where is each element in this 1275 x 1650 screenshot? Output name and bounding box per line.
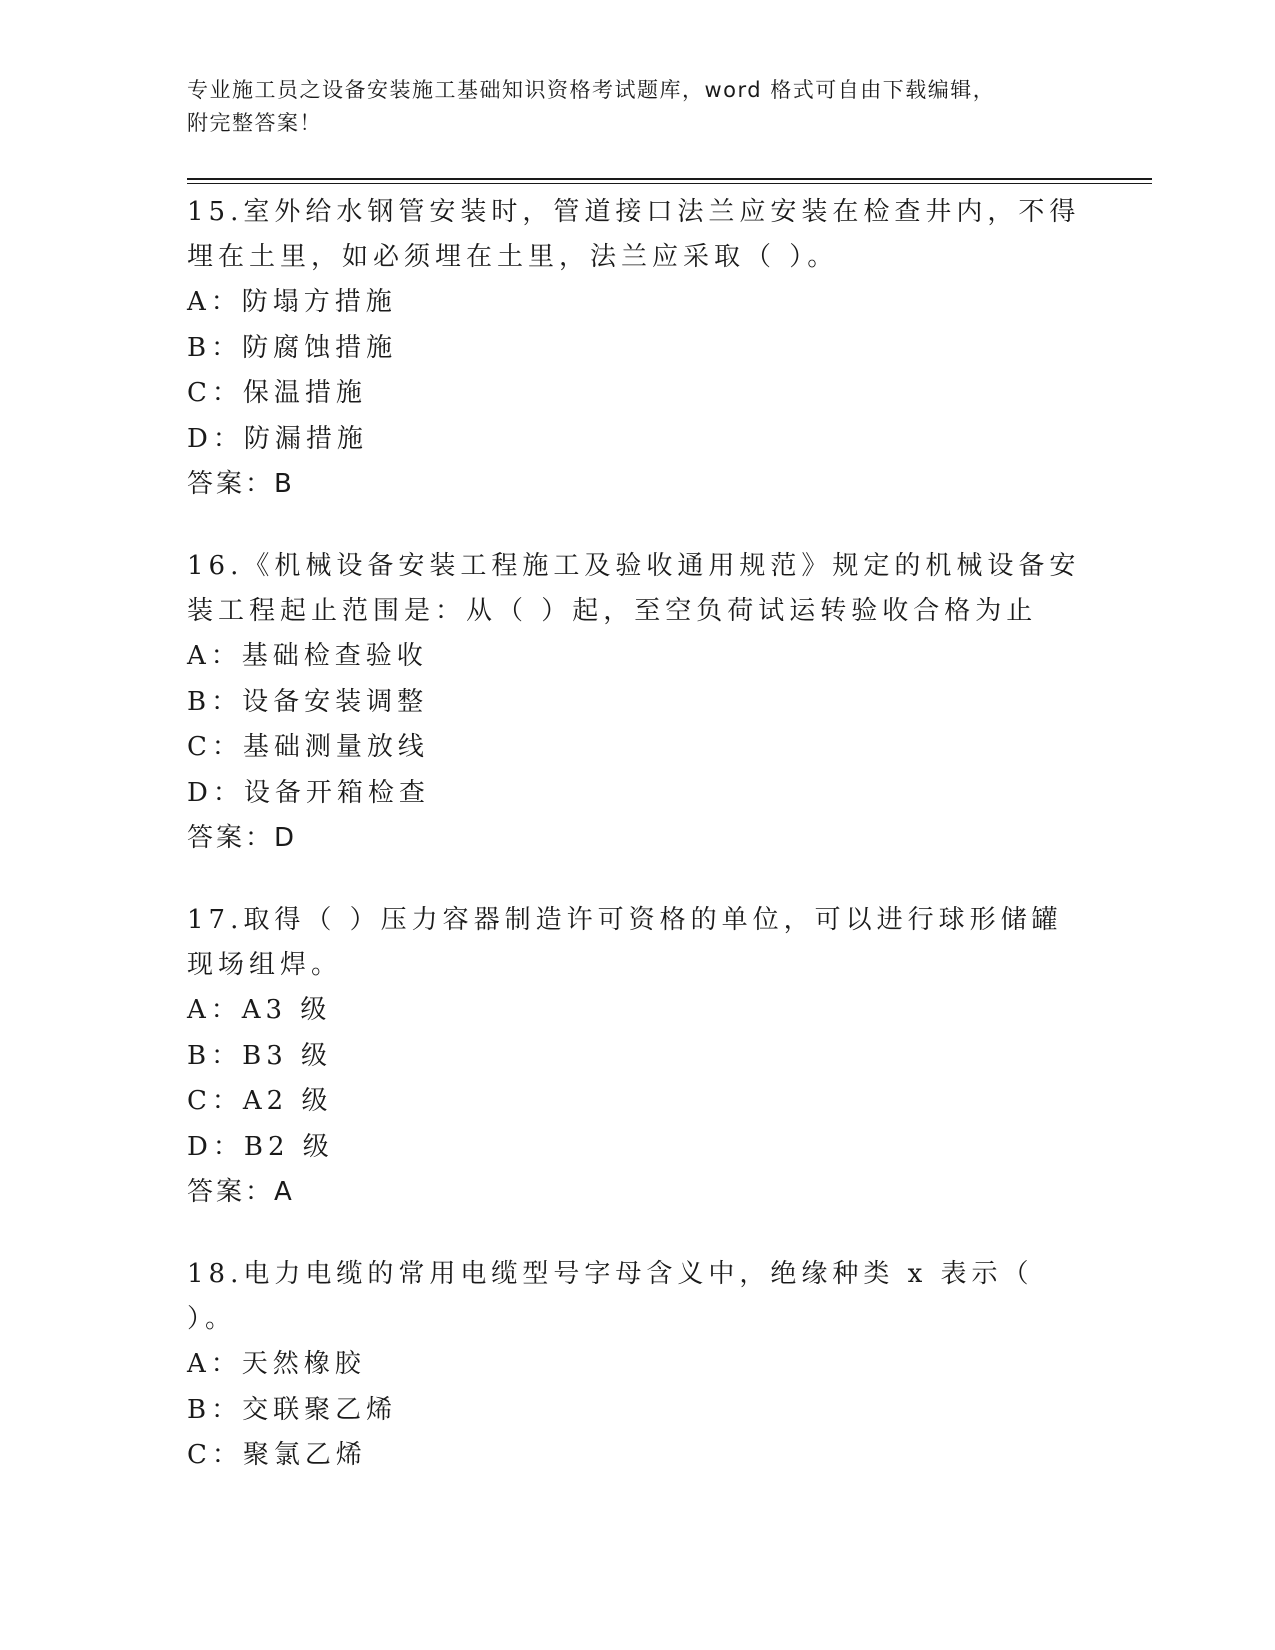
- answer-line: 答案：D: [187, 823, 298, 853]
- question-text: 18.电力电缆的常用电缆型号字母含义中，绝缘种类 x 表示（ ）。: [187, 1259, 1034, 1334]
- document-header: [187, 74, 1087, 140]
- question-list: [187, 190, 1087, 1516]
- option-a: A：A3 级: [187, 995, 332, 1025]
- option-c: C：聚氯乙烯: [187, 1440, 367, 1470]
- header-divider-thin: [187, 183, 1152, 184]
- option-c: C：A2 级: [187, 1086, 333, 1116]
- question-text: 17.取得（ ）压力容器制造许可资格的单位，可以进行球形储罐现场组焊。: [187, 905, 1063, 980]
- option-d: D：防漏措施: [187, 423, 368, 454]
- answer-line: 答案：A: [187, 1177, 295, 1207]
- question-17: [187, 898, 1087, 1215]
- option-b: B：交联聚乙烯: [187, 1394, 398, 1425]
- option-b: B：设备安装调整: [187, 686, 429, 717]
- option-d: D：设备开箱检查: [187, 777, 430, 808]
- question-18: [187, 1252, 1087, 1479]
- option-a: A：基础检查验收: [187, 641, 428, 671]
- header-line-2: 附完整答案！: [187, 111, 322, 135]
- question-text: 16.《机械设备安装工程施工及验收通用规范》规定的机械设备安装工程起止范围是：从（ ）起，至空负荷试运转验收合格为止: [187, 551, 1081, 626]
- answer-line: 答案：B: [187, 469, 295, 499]
- option-c: C：保温措施: [187, 378, 367, 408]
- option-b: B：B3 级: [187, 1040, 333, 1071]
- option-a: A：防塌方措施: [187, 287, 397, 317]
- option-c: C：基础测量放线: [187, 732, 429, 762]
- option-d: D：B2 级: [187, 1131, 334, 1162]
- header-line-1: 专业施工员之设备安装施工基础知识资格考试题库，word 格式可自由下载编辑，: [187, 78, 996, 102]
- option-a: A：天然橡胶: [187, 1349, 366, 1379]
- header-divider-thick: [187, 178, 1152, 180]
- question-16: [187, 544, 1087, 861]
- question-15: [187, 190, 1087, 507]
- option-b: B：防腐蚀措施: [187, 332, 398, 363]
- question-text: 15.室外给水钢管安装时，管道接口法兰应安装在检查井内，不得埋在土里，如必须埋在土里，法兰应采取（ ）。: [187, 197, 1081, 272]
